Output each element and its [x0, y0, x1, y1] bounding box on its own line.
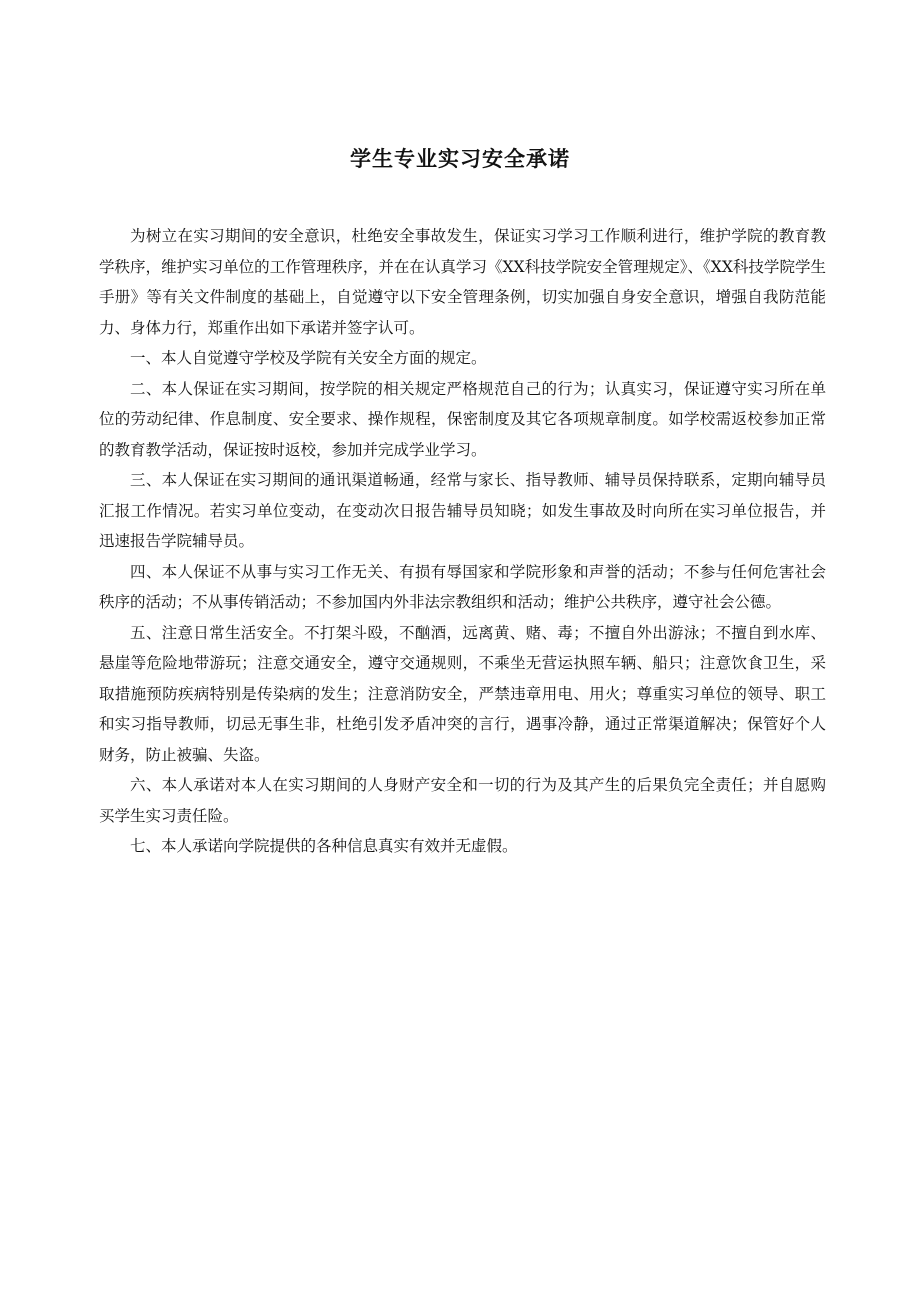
- document-body: [99, 221, 826, 862]
- intro-paragraph: 为树立在实习期间的安全意识，杜绝安全事故发生，保证实习学习工作顺利进行，维护学院的教育教学秩序，维护实习单位的工作管理秩序，并在在认真学习《XX科技学院安全管理规定》、《XX科技学院学生手册》等有关文件制度的基础上，自觉遵守以下安全管理条例，切实加强自身安全意识，增强自我防范能力、身体力行，郑重作出如下承诺并签字认可。: [99, 227, 826, 337]
- document-title: 学生专业实习安全承诺: [350, 147, 570, 171]
- clause-6: 六、本人承诺对本人在实习期间的人身财产安全和一切的行为及其产生的后果负完全责任；并自愿购买学生实习责任险。: [99, 776, 826, 825]
- clause-4: 四、本人保证不从事与实习工作无关、有损有辱国家和学院形象和声誉的活动；不参与任何危害社会秩序的活动；不从事传销活动；不参加国内外非法宗教组织和活动；维护公共秩序，遵守社会公德。: [99, 562, 826, 611]
- clause-1: 一、本人自觉遵守学校及学院有关安全方面的规定。: [130, 349, 487, 367]
- clause-3: 三、本人保证在实习期间的通讯渠道畅通，经常与家长、指导教师、辅导员保持联系，定期向辅导员汇报工作情况。若实习单位变动，在变动次日报告辅导员知晓；如发生事故及时向所在实习单位报告，并迅速报告学院辅导员。: [99, 471, 826, 550]
- clause-2: 二、本人保证在实习期间，按学院的相关规定严格规范自己的行为；认真实习，保证遵守实习所在单位的劳动纪律、作息制度、安全要求、操作规程，保密制度及其它各项规章制度。如学校需返校参加正常的教育教学活动，保证按时返校，参加并完成学业学习。: [99, 379, 826, 459]
- clause-5: 五、注意日常生活安全。不打架斗殴，不酗酒，远离黄、赌、毒；不擅自外出游泳；不擅自到水库、悬崖等危险地带游玩；注意交通安全，遵守交通规则，不乘坐无营运执照车辆、船只；注意饮食卫生，采取措施预防疾病特别是传染病的发生；注意消防安全，严禁违章用电、用火；尊重实习单位的领导、职工和实习指导教师，切忌无事生非，杜绝引发矛盾冲突的言行，遇事冷静，通过正常渠道解决；保管好个人财务，防止被骗、失盗。: [99, 623, 826, 764]
- clause-7: 七、本人承诺向学院提供的各种信息真实有效并无虚假。: [130, 837, 518, 855]
